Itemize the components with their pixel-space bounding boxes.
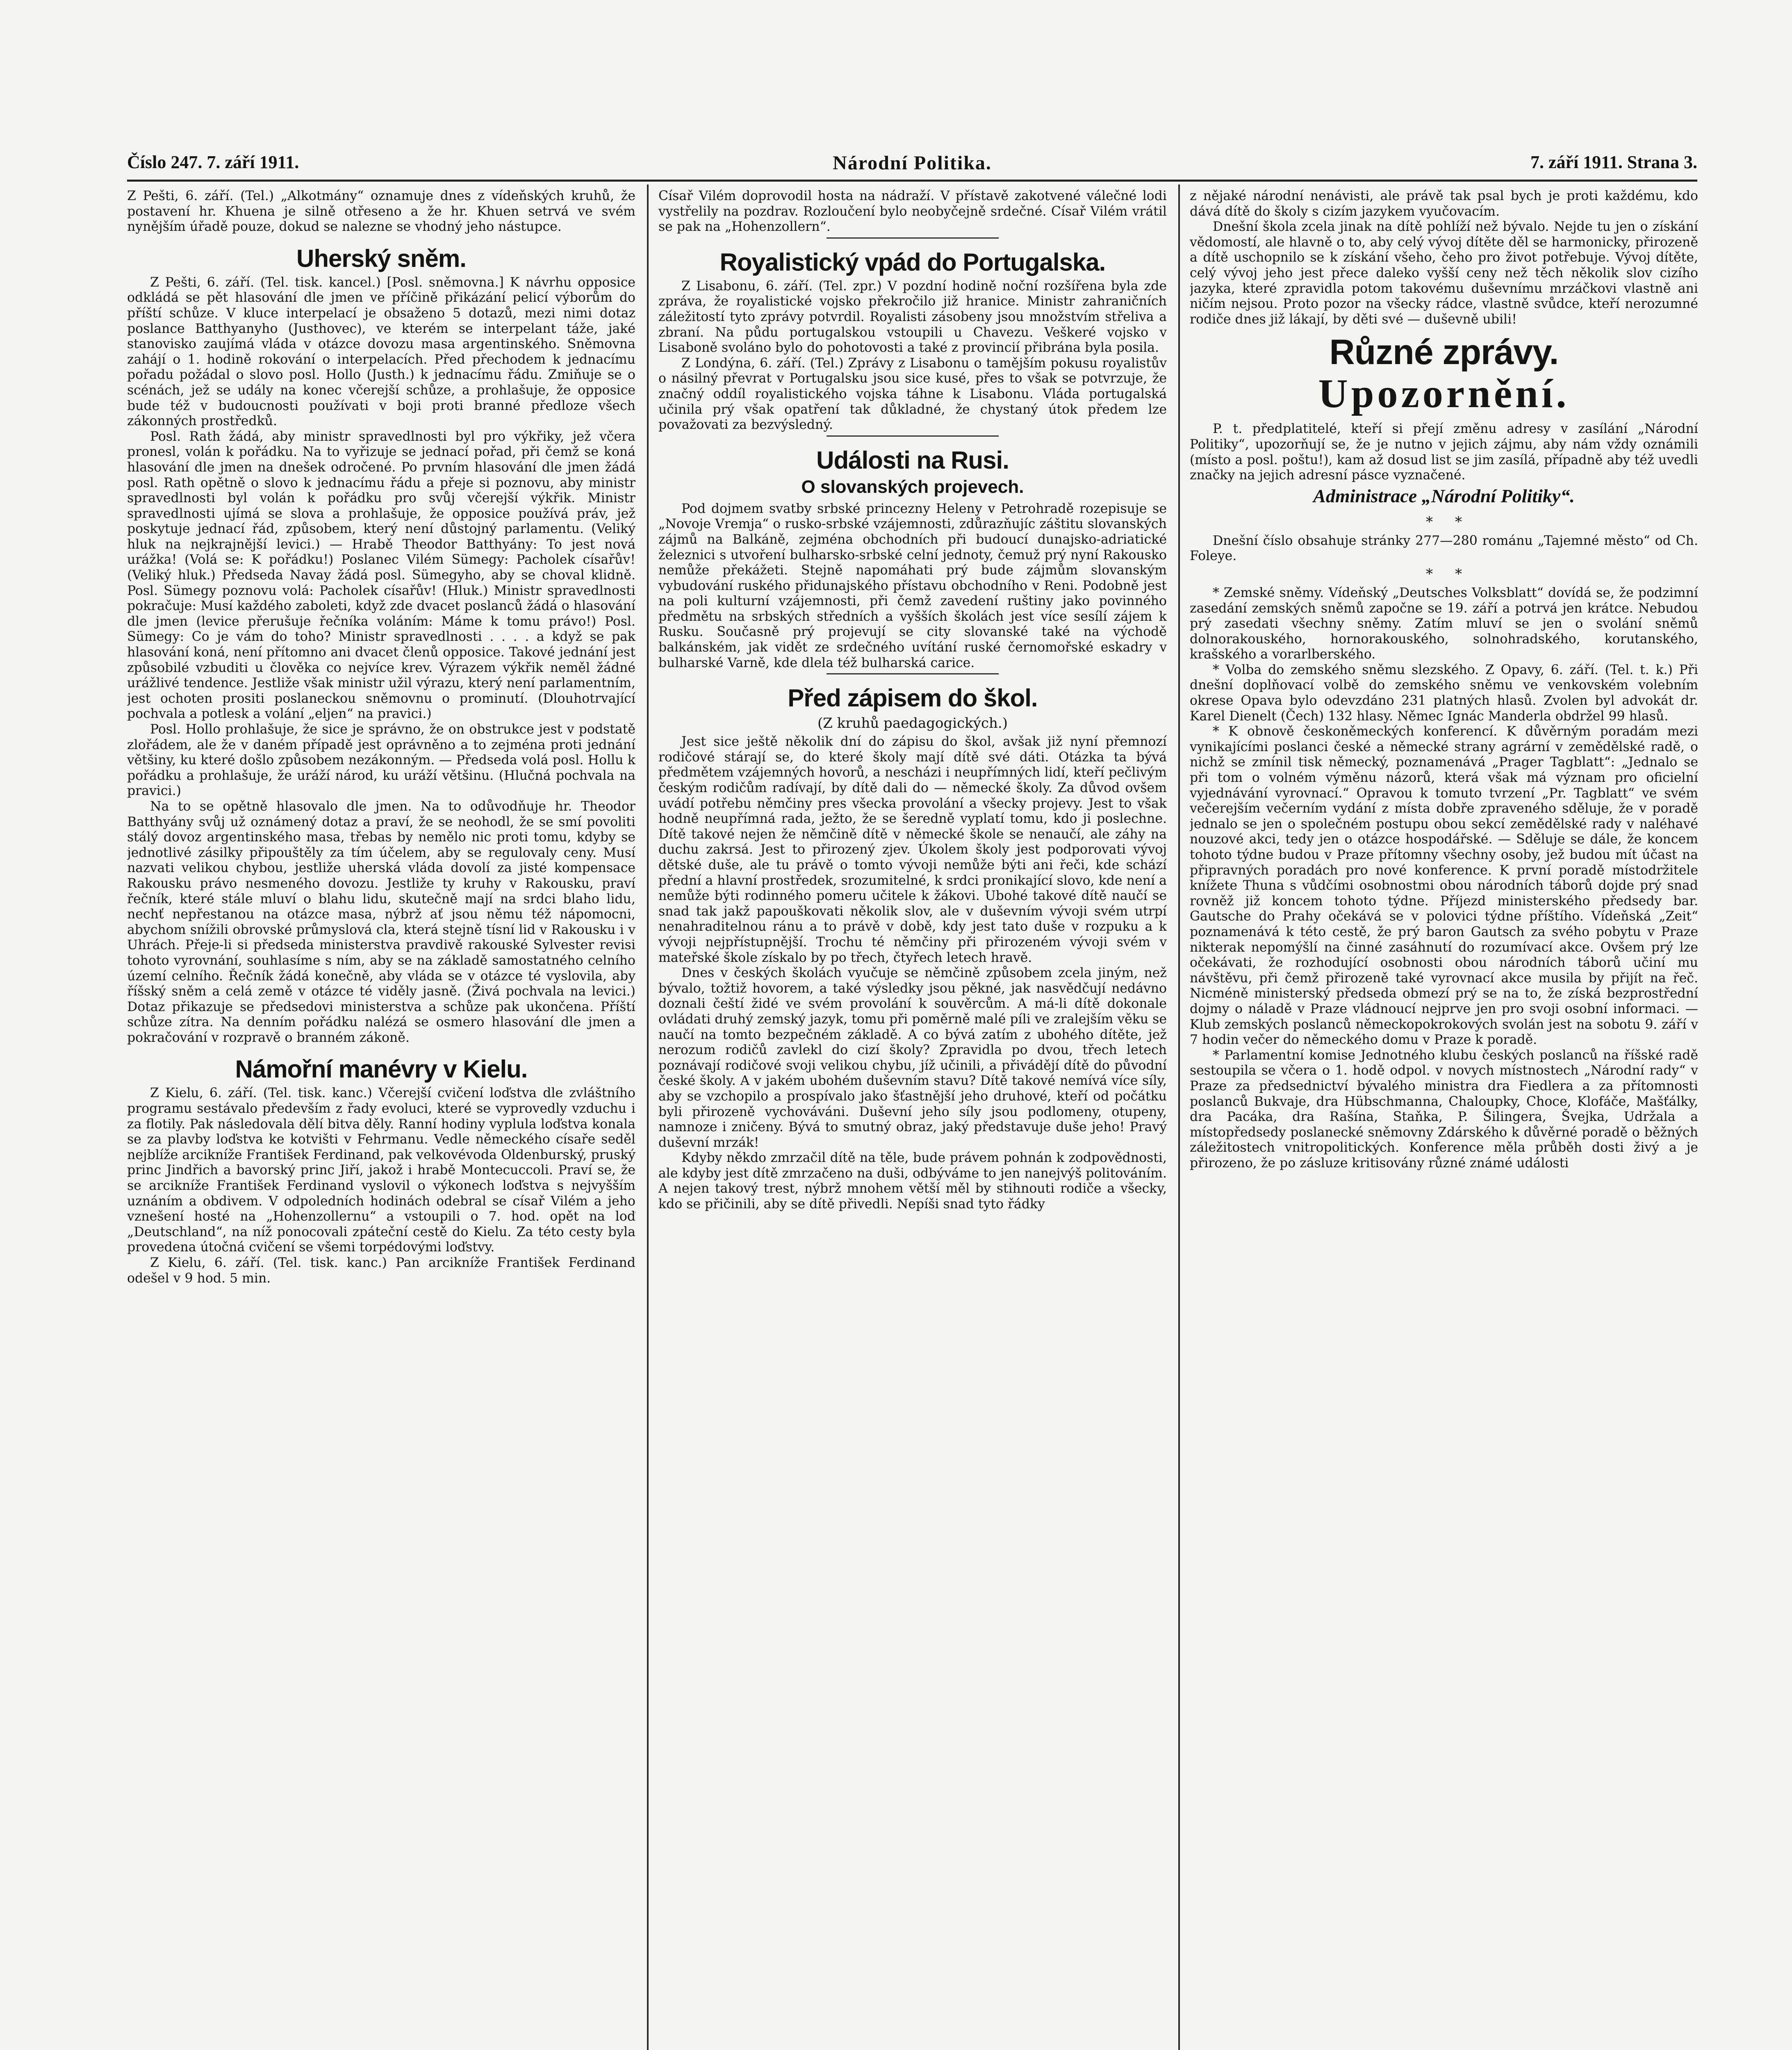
article-paragraph: Dnes v českých školách vyučuje se němčině způsobem zcela jiným, než bývalo, tožtiž hovorem, a také výsledky jsou pěkné, jak nasvědčují nedávno doznali čeští židé ve svém provolání k souvěrcům. A má-li dítě dokonale ovládati druhý zemský jazyk, tomu při poměrně malé píli ve zralejším věku se naučí na tomto bezpečném základě. A co bývá zatím z ubohého dítěte, jež nerozum rodičů zavlekl do cizí školy? Zpravidla po dvou, třech letech poznávají rodičové svoji velikou chybu, jíž učinili, a přivádějí dítě do původní české školy. A v jakém ubohém duševním stavu? Dítě takové nemívá více síly, aby se vzchopilo a prospívalo jako šťastnější jeho druhové, kteří od počátku byli přirozeně vychováváni. Duševní jeho síly jsou podlomeny, otupeny, namnoze i zničeny. Bývá to smutný obraz, jaký představuje duše jeho! Pravý duševní mrzák! xyxy=(658,966,1167,1150)
column-divider xyxy=(1178,184,1180,2050)
article-paragraph: Z Kielu, 6. září. (Tel. tisk. kanc.) Pan arcikníže František Ferdinand odešel v 9 hod. 5 min. xyxy=(127,1255,635,1286)
article-paragraph: Jest sice ještě několik dní do zápisu do škol, avšak již nyní přemnozí rodičové stárají se, do které školy mají dítě své dáti. Otázka ta bývá předmětem vzájemných hovorů, a nescházi i neupřímných lidí, kteří pečlivým českým rodičům radívají, by dítě dali do — německé školy. Za důvod ovšem uvádí potřebu němčiny pres všecka provolání a všecky projevy. Jest to však hodně neupřímná rada, ježto, že se šeredně vyplatí tomu, kdo ji poslechne. Dítě takové nejen že němčině dítě v německé škole se nenaučí, ale záhy na duchu zakrsá. Jest to přirozený zjev. Úkolem školy jest podporovati vývoj dětské duše, ale tu právě o tomto vývoji nemůže býti ani řeči, kde schází přední a hlavní prostředek, srozumitelné, k srdci pronikající slovo, kde není a nemůže býti rodinného pomeru učitele k žákovi. Ubohé takové dítě naučí se snad tak jakž papouškovati několik slov, ale v duševním vývoji svém utrpí nenahraditelnou ránu a to právě v době, kdy jest tato duše v rozpuku a k vývoji nejpřístupnější. Trochu té němčiny při přirozeném vývoji svém v mateřské škole získalo by po třech, čtyřech letech hravě. xyxy=(658,734,1167,965)
news-item: * K obnově českoněmeckých konferencí. K důvěrným poradám mezi vynikajícími poslanci české a německé strany agrární v zemědělské radě, o nichž se zmínil tisk německý, poznamenává „Prager Tagblatt“: „Jednalo se při tom o volném výměnu názorů, která však má význam pro oficielní vyjednávání vyrovnací.“ Opravou k tomuto tvrzení „Pr. Tagblatt“ ve svém večerejším večerním vydání z místa dobře zpraveného sděluje, že v poradě jednalo se jen o společném postupu obou sekcí zemědělské rady v naléhavé nouzové akci, tedy jen o otázce hospodářské. — Sděluje se dále, že koncem tohoto týdne budou v Praze přítomny všechny osoby, jež budou mít účast na připravných poradách pro nové konference. K první poradě místodržitele knížete Thuna s vůdčími osobnostmi obou národních táborů dojde prý snad rovněž již koncem tohoto týdne. Příjezd ministerského předsedy bar. Gautsche do Prahy očekává se v polovici týdne příštího. Vídeňská „Zeit“ poznamenává k této cestě, že prý baron Gautsch za svého pobytu v Praze nikterak nepomýšlí na činné zasáhnutí do rozumívací akce. Ovšem prý lze očekávati, že rozhodující osobnosti obou národních táborů učiní mu návštěvu, při čemž přirozeně také vyrovnací akce musila by přijít na řeč. Nicméně ministerský předseda obmezí prý se na to, že získá bezprostřední dojmy o náladě v Praze vládnoucí nejprve jen pro svoji osobní informaci. — Klub zemských poslanců německopokrokových svolán jest na sobotu 9. září v 7 hodin večer do německého domu v Praze k poradě. xyxy=(1190,724,1698,1048)
issue-number-date: Číslo 247. 7. září 1911. xyxy=(127,152,299,172)
separator-stars: * * xyxy=(1425,565,1462,582)
subheadline-slovanske-projevy: O slovanských projevech. xyxy=(801,476,1024,497)
article-paragraph: Pod dojmem svatby srbské princezny Heleny v Petrohradě rozepisuje se „Novoje Vremja“ o rusko-srbské vzájemnosti, zdůrazňujíc záštitu slovanských zájmů na Balkáně, zejména obchodních při budoucí dunajsko-adriatické železnici s utvoření bulharsko-srbské celní jednoty, čemuž prý nyní Rakousko nemůže překážeti. Stejně napomáhati prý bude zájmům slovanským vybudování ruského přidunajského přístavu obchodního v Reni. Podobně jest na poli kulturní vzájemnosti, při čemž zavedení ruštiny jako povinného předmětu na srbských středních a vyšších školách jest více sesílí zájem k Rusku. Současně prý projevují se city slovanské také na východě balkánském, jak vidět ze srdečného uvítání ruské černomořské eskadry v bulharské Varně, kde dlela též bulharská carice. xyxy=(658,501,1167,670)
newspaper-title: Národní Politika. xyxy=(833,152,992,174)
article-paragraph: Kdyby někdo zmrzačil dítě na těle, bude právem pohnán k zodpovědnosti, ale kdyby jest dítě zmrzačeno na duši, odbýváme to jen nanejvýš politováním. A nejen takový trest, nýbrž mnohem větší měl by stihnouti rodiče a všecky, kdo se přičinili, aby se dítě přivedli. Nepíši snad tyto řádky xyxy=(658,1150,1167,1212)
article-paragraph: Dnešní škola zcela jinak na dítě pohlíží než bývalo. Nejde tu jen o získání vědomostí, ale hlavně o to, aby celý vývoj dítěte děl se harmonicky, přirozeně a dítě uschopnilo se k získání všeho, čeho pro život potřebuje. Vývoj dítěte, celý vývoj jeho jest přece daleko vyšší ceny než těch několik slov cizího jazyka, které zpravidla potom takovému duševnímu mrzáčkovi vlastně ani ničím nejsou. Proto pozor na všecky rádce, vlastně svůdce, kteří nerozumné rodiče dnes již lákají, by děti své — duševně ubili! xyxy=(1190,219,1698,327)
news-item: * Parlamentní komise Jednotného klubu českých poslanců na říšské radě sestoupila se včera o 1. hodě odpol. v novych místnostech „Národní rady“ v Praze za předsednictví bývalého ministra dra Fiedlera a za přítomnosti poslanců Bukvaje, dra Hübschmanna, Chaloupky, Choce, Klofáče, Mašťálky, dra Pacáka, dra Rašína, Staňka, P. Šilingera, Švejka, Udržala a místopředsedy poslanecké sněmovny Zdárského k důvěrné poradě o běžných záležitostech vnitropolitických. Konference měla průběh dosti živý a je přirozeno, že po zásluze kritisovány různé známé události xyxy=(1190,1048,1698,1171)
article-paragraph: Z Kielu, 6. září. (Tel. tisk. kanc.) Včerejší cvičení loďstva dle zvláštního programu sestávalo především z řady evoluci, které se vyprovedly vzduchu i za flotily. Pak následovala dělí bitva děly. Ranní hodiny vyplula loďstva konala se za plavby loďstva ke kotvišti v Fehrmanu. Vedle německého císaře seděl nejblíže arcikníže František Ferdinand, pak velkovévoda Oldenburský, pruský princ Jindřich a bavorský princ Jiří, jakož i hrabě Montecuccoli. Praví se, že se arcikníže František Ferdinand vyslovil o výkonech loďstva s nejvyšším uznáním a obdivem. V odpoledních hodinách odebral se císař Vilém a jeho vznešení hosté na „Hohenzollernu“ a vstoupili o 7. hod. opět na loď „Deutschland“, na níž ponocovali zpáteční cestě do Kielu. Za této cesty byla provedena útočná cvičení se všemi torpédovými loďstvy. xyxy=(127,1086,635,1255)
column-2 xyxy=(658,189,1167,2050)
masthead xyxy=(127,148,1697,176)
article-paragraph: Z Lisabonu, 6. září. (Tel. zpr.) V pozdní hodině noční rozšířena byla zde zpráva, že royalistické vojsko překročilo již hranice. Ministr zahraničních záležitostí tyto zprávy potvrdil. Royalisti zásobeny jsou množstvím střeliva a zbraní. Na půdu portugalskou vstoupili u Chavezu. Veškeré vojsko v Lisaboně svoláno bylo do pohotovosti a také z provincií přibrána byla posila. xyxy=(658,278,1167,355)
notice-header-upozorneni: Upozornění. xyxy=(1318,371,1570,417)
article-paragraph: Z Londýna, 6. září. (Tel.) Zprávy z Lisabonu o tamějším pokusu royalistův o násilný převrat v Portugalsku jsou sice kusé, přes to však se potvrzuje, že značný oddíl royalistického vojska táhne k Lisabonu. Vláda portugalská učinila prý však opatření tak důkladné, že chystaný útok předem lze považovati za bezvýsledný. xyxy=(658,355,1167,433)
section-rule xyxy=(827,237,999,239)
newspaper-page xyxy=(127,148,1697,2050)
subheadline-paedagogicke: (Z kruhů paedagogických.) xyxy=(817,715,1008,732)
masthead-rule xyxy=(127,180,1697,182)
article-paragraph: Z Pešti, 6. září. (Tel.) „Alkotmány“ oznamuje dnes z vídeňských kruhů, že postavení hr. Khuena je silně otřeseno a že hr. Khuen setrvá ve svém nynějším úřadě pouze, dokud se nalezne se vhodný jeho nástupce. xyxy=(127,189,635,235)
section-rule xyxy=(827,673,999,674)
column-1 xyxy=(127,189,635,2050)
headline-royalisticky-vpad: Royalistický vpád do Portugalska. xyxy=(720,248,1106,276)
article-paragraph: Posl. Rath žádá, aby ministr spravedlnosti byl pro výkřiky, jež včera pronesl, volán k pořádku. Na to vyřizuje se jednací pořad, při čemž se koná hlasování dle jmen na dnešek odročené. Po prvním hlasování dle jmen žádá posl. Rath opětně o slovo k jednacímu řádu a přeje si poznovu, aby ministr spravedlnosti byl volán k pořádku pro svůj včerejší výkřik. Ministr spravedlnosti ujímá se slova a prohlašuje, že opposice používá práv, jež poskytuje jednací řád, způsobem, který není důstojný parlamentu. (Veliký hluk na nejkrajnější levici.) — Hrabě Theodor Batthyány: To jest nová urážka! (Volá se: K pořádku!) Poslanec Vilém Sümegy: Pacholek císařův! (Veliký hluk.) Předseda Navay žádá posl. Sümegyho, aby se choval klidně. Posl. Sümegy poznovu volá: Pacholek císařův! (Hluk.) Ministr spravedlnosti pokračuje: Musí každého zaboleti, když zde dvacet poslanců žádá o hlasování dle jmen (levice přerušuje řečníka voláním: Máme k tomu právo!) Posl. Sümegy: Co je vám do toho? Ministr spravedlnosti . . . . a když se pak hlasování koná, není přítomno ani dvacet členů opposice. Takové jednání jest způsobilé vzbuditi u člověka co nejvíce krev. Výrazem výkřik neměl žádné urážlivé tendence. Jestliže však ministr užil výrazu, který není parlamentním, jest ochoten prositi poslaneckou sněmovnu o prominutí. (Dlouhotrvající pochvala a potlesk a volání „eljen“ na pravici.) xyxy=(127,429,635,722)
column-divider xyxy=(647,184,649,2050)
article-paragraph: Z Pešti, 6. září. (Tel. tisk. kancel.) [Posl. sněmovna.] K návrhu opposice odkládá se pět hlasování dle jmen ve příčině přikázání pelicí výborům do příští schůze. V kluce interpelací je obsaženo 5 dotazů, mezi nimi dotaz poslance Batthyanyho (Justhovec), ve kterém se interpelant táže, jaké stanovisko zaujímá vláda v otázce dovozu masa argentinského. Sněmovna zahájí o 1. hodině rokování o interpelacích. Před přechodem k jednacímu pořadu požádal o slovo posl. Hollo (Justh.) k jednacímu řádu. Zmiňuje se o scénách, jež se udály na konec včerejší schůze, a prohlašuje, že opposice bude též v budoucnosti používati v boji proti branné předloze všech zákonných prostředků. xyxy=(127,275,635,429)
article-paragraph: Císař Vilém doprovodil hosta na nádraží. V přístavě zakotvené válečné lodi vystřelily na pozdrav. Rozloučení bylo neobyčejně srdečné. Císař Vilém vrátil se pak na „Hohenzollern“. xyxy=(658,189,1167,235)
separator-stars: * * xyxy=(1425,513,1462,530)
article-paragraph: Na to se opětně hlasovalo dle jmen. Na to odůvodňuje hr. Theodor Batthyány svůj už oznámený dotaz a praví, že se neohodl, že se smí povoliti stálý dovoz argentinského masa, třebas by nemělo nic proti tomu, kdyby se jednotlivé zásilky připouštěly za tím účelem, aby se regulovaly ceny. Musí nazvati velikou chybou, jestliže uherská vláda dovolí za jisté kompensace Rakousku právo nesmeného dovozu. Jestliže ty kruhy v Rakousku, praví řečník, které stále mluví o blahu lidu, skutečně mají na srdci blaho lidu, nechť nepřestanou na otázce masa, nýbrž ať jsou němu též nápomocni, abychom snížili obrovské průmyslová cla, která stejně tísní lid v Rakousku i v Uhrách. Přeje-li si předseda ministerstva pravdivě rakouské Sylvester revisi tohoto vyrovnání, souhlasíme s ním, aby se na základě samostatného celního území celního. Řečník žádá konečně, aby vláda se v otázce té vyslovila, aby říšský sněm a celá země v otázce té viděly jasně. (Živá pochvala na levici.) Dotaz přikazuje se předsedovi ministerstva a schůze pak ukončena. Příští schůze zítra. Na denním pořádku nalézá se osmero hlasování dle jmen a pokračování v rozpravě o branném zákoně. xyxy=(127,799,635,1045)
notice-paragraph: P. t. předplatitelé, kteří si přejí změnu adresy v zasílání „Národní Politiky“, upozorňují se, že je nutno v jejich zájmu, aby nám vždy oznámili (místo a posl. poštu!), kam až dosud list se jim zasílá, případně aby též uvedli značky na jejich adresní pásce vyznačené. xyxy=(1190,421,1698,483)
article-paragraph: Posl. Hollo prohlašuje, že sice je správno, že on obstrukce jest v podstatě zlořádem, ale že v daném případě jest oprávněno a to zejména proti jednání většiny, ku které došlo způsobem nezákonným. — Předseda volá posl. Hollu k pořádku a prohlašuje, že uráží národ, ku uráží většinu. (Hlučná pochvala na pravici.) xyxy=(127,722,635,799)
headline-udalosti-na-rusi: Události na Rusi. xyxy=(816,446,1009,474)
article-paragraph: z nějaké národní nenávisti, ale právě tak psal bych je proti každému, kdo dává dítě do školy s cizím jazykem vyučovacím. xyxy=(1190,189,1698,219)
section-rule xyxy=(827,435,999,437)
news-item: * Volba do zemského sněmu slezského. Z Opavy, 6. září. (Tel. t. k.) Při dnešní doplňovací volbě do zemského sněmu ve venkovském volebním okrese Opava bylo odevzdáno 231 platných hlasů. Zvolen byl advokát dr. Karel Dienelt (Čech) 132 hlasy. Němec Ignác Manderla obdržel 99 hlasů. xyxy=(1190,662,1698,724)
section-header-ruzne-zpravy: Různé zprávy. xyxy=(1329,333,1559,372)
notice-paragraph: Dnešní číslo obsahuje stránky 277—280 románu „Tajemné město“ od Ch. Foleye. xyxy=(1190,533,1698,564)
news-item: * Zemské sněmy. Vídeňský „Deutsches Volksblatt“ dovídá se, že podzimní zasedání zemských sněmů započne se 19. září a potrvá jen krátce. Nebudou prý zasedati všechny sněmy. Zatím mluví se jen o svolání sněmů dolnorakouského, hornorakouského, solnohradského, korutanského, krašského a vorarlberského. xyxy=(1190,585,1698,662)
date-page-number: 7. září 1911. Strana 3. xyxy=(1530,152,1697,172)
column-3 xyxy=(1190,189,1698,2050)
notice-signature: Administrace „Národní Politiky“. xyxy=(1313,485,1575,506)
headline-uhersky-snem: Uherský sněm. xyxy=(296,244,466,272)
headline-pred-zapisem: Před zápisem do škol. xyxy=(788,684,1038,712)
headline-namorni-manevry: Námořní manévry v Kielu. xyxy=(235,1055,528,1083)
